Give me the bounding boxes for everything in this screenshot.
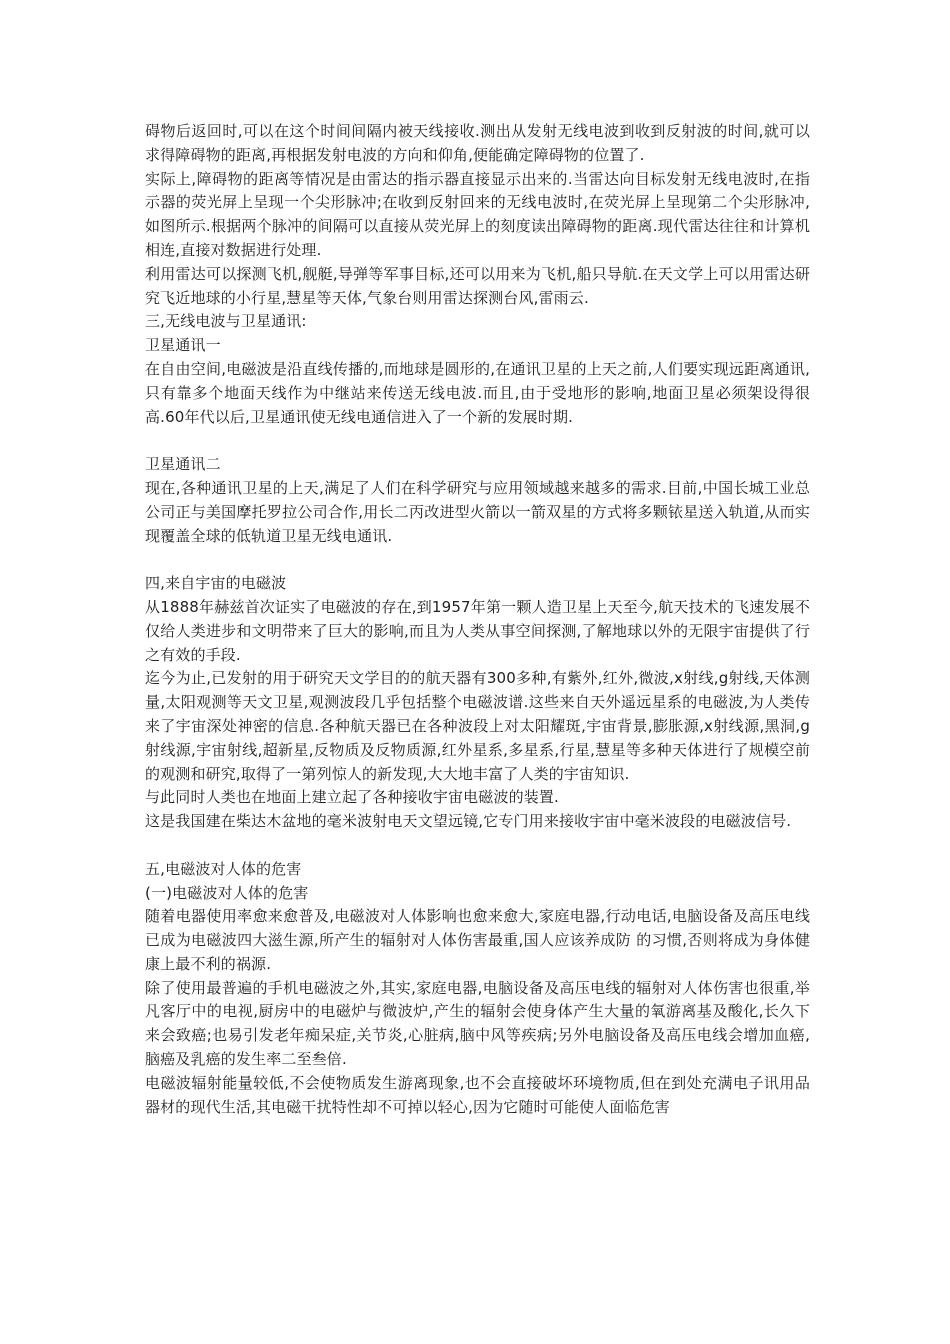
subheading-satellite-one: 卫星通讯一 [145, 336, 221, 355]
subheading-satellite-two: 卫星通讯二 [145, 455, 221, 474]
paragraph-cosmic-history: 从1888年赫兹首次证实了电磁波的存在,到1957年第一颗人造卫星上天至今,航天技术的飞速发展不仅给人类进步和文明带来了巨大的影响,而且为人类从事空间探测,了解地球以外的无限宇宙提供了行之有效的手段. [145, 597, 810, 664]
blank-line [145, 834, 810, 858]
paragraph-satellite-two: 现在,各种通讯卫星的上天,满足了人们在科学研究与应用领域越来越多的需求.目前,中国长城工业总公司正与美国摩托罗拉公司合作,用长二丙改进型火箭以一箭双星的方式将多颗铱星送入轨道,从而实现覆盖全球的低轨道卫星无线电通讯. [145, 478, 810, 545]
subheading-hazards-one: (一)电磁波对人体的危害 [145, 883, 309, 902]
paragraph-radar-echo: 碍物后返回时,可以在这个时间间隔内被天线接收.测出从发射无线电波到收到反射波的时间,就可以求得障碍物的距离,再根据发射电波的方向和仰角,便能确定障碍物的位置了. [145, 122, 810, 164]
section-heading-hazards: 五,电磁波对人体的危害 [145, 859, 302, 878]
paragraph-satellite-one: 在自由空间,电磁波是沿直线传播的,而地球是圆形的,在通讯卫星的上天之前,人们要实现远距离通讯,只有靠多个地面天线作为中继站来传送无线电波.而且,由于受地形的影响,地面卫星必须架设得很高.60年代以后,卫星通讯使无线电通信进入了一个新的发展时期. [145, 359, 810, 426]
paragraph-radar-display: 实际上,障碍物的距离等情况是由雷达的指示器直接显示出来的.当雷达向目标发射无线电波时,在指示器的荧光屏上呈现一个尖形脉冲;在收到反射回来的无线电波时,在荧光屏上呈现第二个尖形脉冲,如图所示.根据两个脉冲的间隔可以直接从荧光屏上的刻度读出障碍物的距离.现代雷达往往和计算机相连,直接对数据进行处理. [145, 169, 810, 259]
section-heading-satellite: 三,无线电波与卫星通讯: [145, 312, 307, 331]
paragraph-cosmic-spacecraft: 迄今为止,已发射的用于研究天文学目的的航天器有300多种,有紫外,红外,微波,x射线,g射线,天体测量,太阳观测等天文卫星,观测波段几乎包括整个电磁波谱.这些来自天外遥远星系的电磁波,为人类传来了宇宙深处神密的信息.各种航天器已在各种波段上对太阳耀斑,宇宙背景,膨胀源,x射线源,黑洞,g射线源,宇宙射线,超新星,反物质及反物质源,红外星系,多星系,行星,慧星等多种天体进行了规模空前的观测和研究,取得了一第列惊人的新发现,大大地丰富了人类的宇宙知识. [145, 669, 810, 783]
paragraph-hazards-appliances: 除了使用最普遍的手机电磁波之外,其实,家庭电器,电脑设备及高压电线的辐射对人体伤害也很重,举凡客厅中的电视,厨房中的电磁炉与微波炉,产生的辐射会使身体产生大量的氧游离基及酸化,长久下来会致癌;也易引发老年痴呆症,关节炎,心脏病,脑中风等疾病;另外电脑设备及高压电线会增加血癌,脑癌及乳癌的发生率二至叁倍. [145, 978, 810, 1069]
paragraph-hazards-interference: 电磁波辐射能量较低,不会使物质发生游离现象,也不会直接破坏环境物质,但在到处充满电子讯用品器材的现代生活,其电磁干扰特性却不可掉以轻心,因为它随时可能使人面临危害 [145, 1073, 810, 1116]
paragraph-hazards-sources: 随着电器使用率愈来愈普及,电磁波对人体影响也愈来愈大,家庭电器,行动电话,电脑设备及高压电线已成为电磁波四大滋生源,所产生的辐射对人体伤害最重,国人应该养成防 的习惯,否则将成为身体健康上最不利的祸源. [145, 907, 810, 973]
paragraph-cosmic-ground: 与此同时人类也在地面上建立起了各种接收宇宙电磁波的装置. [145, 788, 559, 807]
document-body [145, 120, 810, 1119]
paragraph-radar-uses: 利用雷达可以探测飞机,舰艇,导弹等军事目标,还可以用来为飞机,船只导航.在天文学上可以用雷达研究飞近地球的小行星,慧星等天体,气象台则用雷达探测台风,雷雨云. [145, 264, 810, 307]
blank-line [145, 548, 810, 572]
blank-line [145, 429, 810, 453]
section-heading-cosmic: 四,来自宇宙的电磁波 [145, 574, 287, 593]
paragraph-cosmic-telescope: 这是我国建在柴达木盆地的毫米波射电天文望远镜,它专门用来接收宇宙中毫米波段的电磁波信号. [145, 812, 792, 831]
